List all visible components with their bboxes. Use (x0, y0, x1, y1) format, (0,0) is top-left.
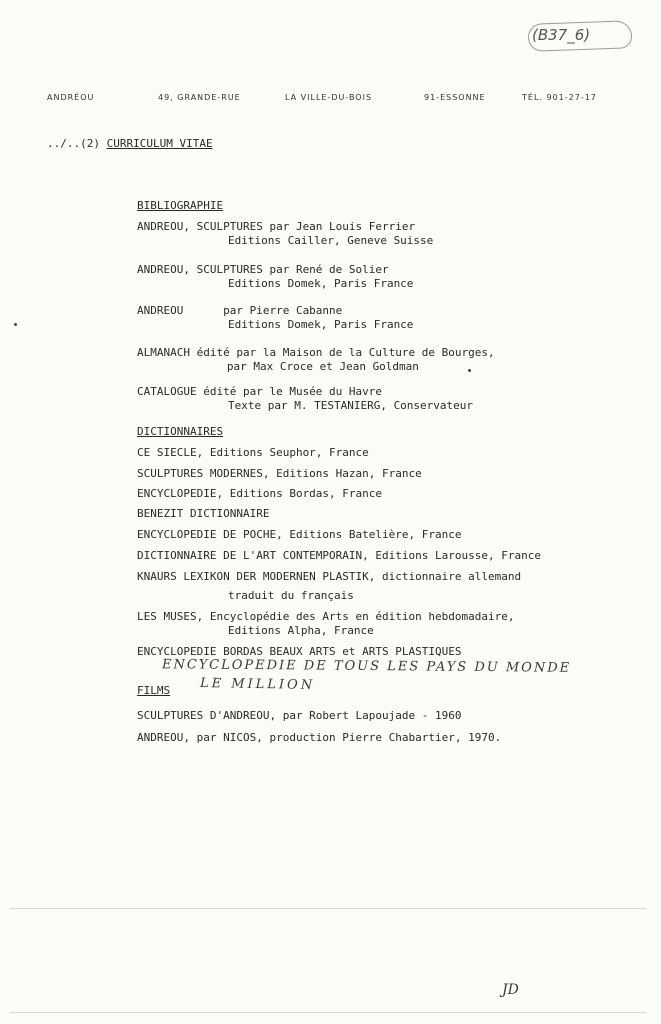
handwritten-initials: JD (502, 982, 519, 998)
ink-speck (14, 323, 17, 326)
handwritten-note-line2: LE MILLION (199, 675, 316, 694)
letterhead-tel: TÉL. 901-27-17 (522, 93, 597, 102)
handwritten-note-line1: ENCYCLOPEDIE DE TOUS LES PAYS DU MONDE (161, 657, 572, 676)
page-fold-line (10, 908, 646, 909)
letterhead-city: LA VILLE-DU-BOIS (285, 93, 373, 102)
bib-entry: ANDREOU, SCULPTURES par Jean Louis Ferrier Editions Cailler, Geneve Suisse (137, 220, 434, 247)
dictionnaires-heading: DICTIONNAIRES (137, 425, 224, 438)
letterhead-address: 49, GRANDE-RUE (158, 93, 241, 102)
dict-entry: ENCYCLOPEDIE DE POCHE, Editions Batelière, France (137, 528, 462, 541)
film-entry: SCULPTURES D'ANDREOU, par Robert Lapoujade - 1960 (137, 709, 462, 722)
ink-speck (468, 369, 471, 372)
bib-entry: CATALOGUE édité par le Musée du Havre Texte par M. TESTANIERG, Conservateur (137, 385, 474, 412)
dict-entry: Editions Alpha, France (228, 624, 374, 637)
letterhead-name: ANDRÉOU (47, 93, 95, 102)
bib-entry: ALMANACH édité par la Maison de la Culture de Bourges, par Max Croce et Jean Goldman (137, 346, 495, 373)
bib-entry: ANDREOU par Pierre Cabanne Editions Domek, Paris France (137, 304, 414, 331)
cv-title: CURRICULUM VITAE (106, 137, 213, 150)
bibliographie-heading: BIBLIOGRAPHIE (137, 199, 224, 212)
film-entry: ANDREOU, par NICOS, production Pierre Chabartier, 1970. (137, 731, 502, 744)
dict-entry: LES MUSES, Encyclopédie des Arts en édition hebdomadaire, (137, 610, 515, 623)
archive-annotation: (B37_6) (532, 26, 591, 44)
page-title (47, 137, 213, 150)
page-bottom-edge (10, 1012, 646, 1013)
dict-entry: DICTIONNAIRE DE L'ART CONTEMPORAIN, Editions Larousse, France (137, 549, 541, 562)
dict-entry: traduit du français (228, 589, 354, 602)
dict-entry: BENEZIT DICTIONNAIRE (137, 507, 270, 520)
dict-entry: ENCYCLOPEDIE, Editions Bordas, France (137, 487, 383, 500)
page-ref: ../..(2) (47, 137, 100, 150)
films-heading: FILMS (137, 684, 171, 697)
bib-entry: ANDREOU, SCULPTURES par René de Solier Editions Domek, Paris France (137, 263, 414, 290)
letterhead-dept: 91-ESSONNE (424, 93, 486, 102)
dict-entry: KNAURS LEXIKON DER MODERNEN PLASTIK, dictionnaire allemand (137, 570, 522, 583)
dict-entry: CE SIECLE, Editions Seuphor, France (137, 446, 369, 459)
dict-entry: SCULPTURES MODERNES, Editions Hazan, France (137, 467, 422, 480)
dict-entry: ENCYCLOPEDIE BORDAS BEAUX ARTS et ARTS PLASTIQUES (137, 645, 462, 658)
